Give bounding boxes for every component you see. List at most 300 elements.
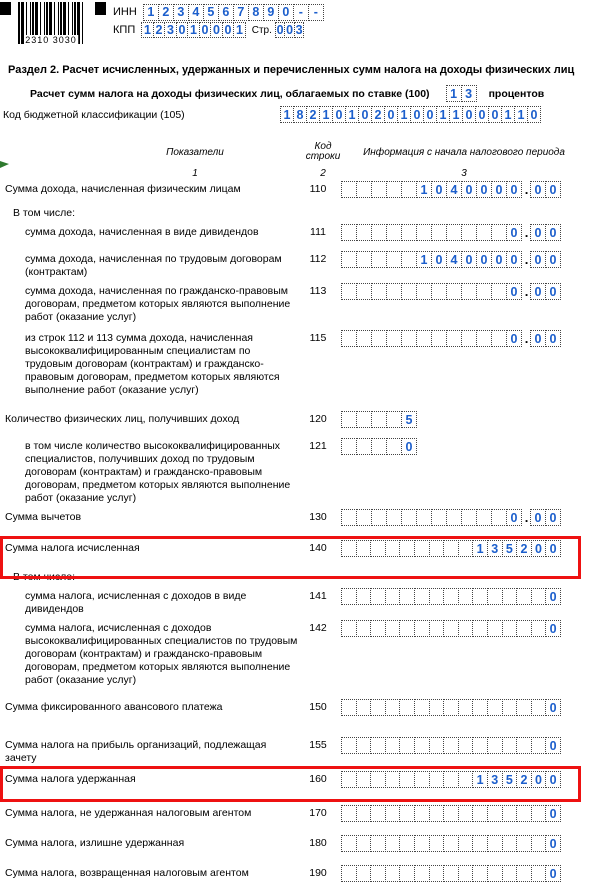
digit-cell[interactable] [461, 330, 477, 347]
digit-cell[interactable] [341, 620, 357, 637]
digit-cell[interactable] [502, 699, 518, 716]
digit-cells[interactable] [341, 251, 561, 268]
digit-cells[interactable] [341, 835, 561, 852]
digit-cell[interactable] [386, 251, 402, 268]
digit-cell[interactable]: 2 [153, 22, 166, 38]
digit-cell[interactable]: 0 [410, 106, 424, 123]
digit-cell[interactable]: 1 [446, 85, 462, 102]
digit-cell[interactable] [371, 181, 387, 198]
digit-cell[interactable]: 0 [545, 699, 561, 716]
digit-cell[interactable] [386, 181, 402, 198]
digit-cell[interactable] [399, 805, 415, 822]
digit-cell[interactable] [370, 835, 386, 852]
digit-cell[interactable] [516, 588, 532, 605]
digit-cell[interactable] [341, 251, 357, 268]
digit-cell[interactable] [385, 835, 401, 852]
digit-cell[interactable] [356, 699, 372, 716]
digit-cell[interactable] [399, 588, 415, 605]
digit-cell[interactable] [356, 737, 372, 754]
digit-cell[interactable]: 0 [545, 224, 561, 241]
digit-cells[interactable] [341, 771, 561, 788]
digit-cell[interactable]: 0 [545, 509, 561, 526]
digit-cell[interactable] [356, 224, 372, 241]
digit-cell[interactable] [385, 620, 401, 637]
digit-cell[interactable]: 1 [472, 771, 488, 788]
digit-cell[interactable] [414, 865, 430, 882]
digit-cell[interactable]: 1 [143, 4, 159, 21]
digit-cell[interactable] [429, 699, 445, 716]
digit-cell[interactable] [416, 330, 432, 347]
digit-cell[interactable] [416, 224, 432, 241]
digit-cell[interactable] [502, 620, 518, 637]
digit-cell[interactable]: 4 [446, 181, 462, 198]
digit-cell[interactable]: 0 [545, 330, 561, 347]
digit-cell[interactable] [370, 805, 386, 822]
digit-cell[interactable]: 0 [545, 805, 561, 822]
digit-cell[interactable] [461, 283, 477, 300]
digit-cell[interactable]: 1 [472, 540, 488, 557]
digit-cell[interactable] [341, 805, 357, 822]
digit-cell[interactable] [472, 737, 488, 754]
kpp-field[interactable] [141, 21, 246, 39]
digit-cell[interactable]: 1 [416, 181, 432, 198]
digit-cell[interactable] [443, 588, 459, 605]
digit-cell[interactable] [458, 699, 474, 716]
digit-cell[interactable] [399, 737, 415, 754]
digit-cell[interactable] [416, 283, 432, 300]
digit-cell[interactable] [385, 540, 401, 557]
digit-cell[interactable] [401, 251, 417, 268]
digit-cell[interactable] [386, 438, 402, 455]
digit-cell[interactable]: 2 [158, 4, 174, 21]
digit-cells[interactable] [341, 438, 417, 455]
digit-cell[interactable]: 0 [530, 181, 546, 198]
digit-cells[interactable] [280, 106, 541, 123]
digit-cell[interactable]: 0 [176, 22, 189, 38]
digit-cells[interactable] [341, 540, 561, 557]
digit-cell[interactable] [516, 835, 532, 852]
digit-cell[interactable] [461, 224, 477, 241]
digit-cell[interactable] [458, 771, 474, 788]
digit-cell[interactable] [491, 224, 507, 241]
digit-cell[interactable] [476, 330, 492, 347]
digit-cell[interactable]: 0 [423, 106, 437, 123]
digit-cell[interactable] [341, 181, 357, 198]
digit-cell[interactable]: 3 [295, 23, 303, 37]
digit-cell[interactable]: 0 [545, 771, 561, 788]
digit-cell[interactable] [443, 865, 459, 882]
digit-cell[interactable]: 0 [545, 865, 561, 882]
digit-cell[interactable] [399, 865, 415, 882]
digit-cell[interactable] [472, 620, 488, 637]
digit-cell[interactable] [443, 620, 459, 637]
digit-cell[interactable] [487, 835, 503, 852]
digit-cell[interactable] [443, 805, 459, 822]
digit-cell[interactable] [370, 699, 386, 716]
digit-cell[interactable] [491, 509, 507, 526]
digit-cell[interactable]: 0 [545, 835, 561, 852]
digit-cell[interactable] [385, 737, 401, 754]
digit-cell[interactable] [458, 588, 474, 605]
digit-cell[interactable]: 0 [358, 106, 372, 123]
digit-cell[interactable] [429, 620, 445, 637]
digit-cells[interactable] [341, 737, 561, 754]
digit-cell[interactable] [385, 805, 401, 822]
digit-cell[interactable]: 0 [475, 106, 489, 123]
digit-cell[interactable] [516, 699, 532, 716]
digit-cell[interactable] [341, 588, 357, 605]
digit-cell[interactable]: 0 [506, 181, 522, 198]
digit-cell[interactable] [472, 588, 488, 605]
digit-cell[interactable] [431, 283, 447, 300]
digit-cell[interactable]: 0 [491, 181, 507, 198]
digit-cell[interactable]: - [308, 4, 324, 21]
digit-cell[interactable]: 0 [530, 509, 546, 526]
digit-cell[interactable]: 0 [531, 540, 547, 557]
digit-cell[interactable] [531, 805, 547, 822]
digit-cell[interactable] [476, 509, 492, 526]
digit-cell[interactable] [431, 330, 447, 347]
digit-cell[interactable]: 0 [530, 251, 546, 268]
digit-cell[interactable] [414, 588, 430, 605]
digit-cell[interactable] [399, 699, 415, 716]
digit-cell[interactable]: 0 [545, 737, 561, 754]
tax-rate-field[interactable] [446, 85, 477, 102]
digit-cell[interactable] [341, 540, 357, 557]
digit-cells[interactable] [341, 411, 417, 428]
digit-cell[interactable]: 9 [263, 4, 279, 21]
digit-cell[interactable] [370, 771, 386, 788]
digit-cell[interactable] [476, 224, 492, 241]
digit-cell[interactable] [502, 835, 518, 852]
digit-cell[interactable] [356, 835, 372, 852]
digit-cell[interactable]: 5 [502, 540, 518, 557]
digit-cell[interactable]: 1 [233, 22, 246, 38]
digit-cell[interactable] [458, 865, 474, 882]
digit-cell[interactable] [429, 835, 445, 852]
digit-cell[interactable] [341, 835, 357, 852]
digit-cells[interactable] [341, 509, 561, 526]
digit-cells[interactable] [446, 85, 477, 102]
digit-cell[interactable] [341, 411, 357, 428]
digit-cell[interactable] [458, 620, 474, 637]
digit-cell[interactable]: 0 [506, 224, 522, 241]
digit-cell[interactable]: 6 [218, 4, 234, 21]
digit-cell[interactable] [472, 699, 488, 716]
digit-cell[interactable] [458, 737, 474, 754]
digit-cell[interactable]: 0 [530, 283, 546, 300]
digit-cell[interactable] [431, 224, 447, 241]
digit-cell[interactable] [341, 438, 357, 455]
digit-cell[interactable]: 0 [527, 106, 541, 123]
digit-cell[interactable] [371, 411, 387, 428]
digit-cell[interactable] [414, 699, 430, 716]
digit-cell[interactable] [487, 805, 503, 822]
digit-cell[interactable]: 3 [164, 22, 177, 38]
digit-cell[interactable]: 0 [545, 588, 561, 605]
digit-cells[interactable] [141, 22, 246, 38]
digit-cell[interactable]: 1 [397, 106, 411, 123]
digit-cell[interactable]: 8 [293, 106, 307, 123]
digit-cell[interactable]: 2 [516, 540, 532, 557]
digit-cell[interactable]: 2 [371, 106, 385, 123]
digit-cell[interactable]: 0 [210, 22, 223, 38]
digit-cell[interactable] [491, 330, 507, 347]
digit-cell[interactable]: 0 [488, 106, 502, 123]
digit-cell[interactable] [516, 865, 532, 882]
digit-cell[interactable] [341, 330, 357, 347]
digit-cell[interactable] [531, 835, 547, 852]
digit-cell[interactable] [414, 620, 430, 637]
digit-cell[interactable] [531, 588, 547, 605]
digit-cells[interactable] [341, 181, 561, 198]
digit-cell[interactable] [429, 737, 445, 754]
digit-cell[interactable] [385, 771, 401, 788]
digit-cell[interactable] [429, 865, 445, 882]
digit-cell[interactable]: 0 [476, 181, 492, 198]
digit-cell[interactable] [401, 330, 417, 347]
digit-cell[interactable]: 0 [545, 181, 561, 198]
digit-cell[interactable] [431, 509, 447, 526]
digit-cell[interactable] [386, 411, 402, 428]
digit-cells[interactable] [341, 330, 561, 347]
digit-cell[interactable]: 0 [332, 106, 346, 123]
digit-cell[interactable] [443, 771, 459, 788]
digit-cell[interactable] [370, 737, 386, 754]
digit-cell[interactable] [370, 588, 386, 605]
digit-cells[interactable] [341, 283, 561, 300]
digit-cell[interactable] [356, 620, 372, 637]
digit-cell[interactable] [341, 865, 357, 882]
digit-cell[interactable] [399, 620, 415, 637]
digit-cell[interactable]: 8 [248, 4, 264, 21]
digit-cell[interactable]: 0 [384, 106, 398, 123]
digit-cell[interactable] [414, 737, 430, 754]
digit-cell[interactable]: 4 [188, 4, 204, 21]
digit-cell[interactable] [386, 330, 402, 347]
digit-cell[interactable] [356, 865, 372, 882]
digit-cell[interactable]: 0 [286, 23, 294, 37]
digit-cell[interactable] [502, 805, 518, 822]
digit-cell[interactable] [446, 283, 462, 300]
digit-cell[interactable] [414, 805, 430, 822]
digit-cell[interactable]: 1 [416, 251, 432, 268]
digit-cell[interactable]: - [293, 4, 309, 21]
digit-cell[interactable] [370, 865, 386, 882]
digit-cell[interactable] [356, 283, 372, 300]
digit-cell[interactable] [502, 588, 518, 605]
digit-cell[interactable]: 1 [187, 22, 200, 38]
digit-cell[interactable]: 0 [545, 620, 561, 637]
digit-cell[interactable] [487, 588, 503, 605]
digit-cells[interactable] [341, 224, 561, 241]
digit-cell[interactable] [446, 224, 462, 241]
digit-cell[interactable] [356, 540, 372, 557]
digit-cells[interactable] [275, 22, 305, 38]
digit-cell[interactable] [386, 224, 402, 241]
digit-cell[interactable] [385, 865, 401, 882]
digit-cell[interactable]: 3 [461, 85, 477, 102]
digit-cell[interactable]: 1 [449, 106, 463, 123]
digit-cells[interactable] [341, 865, 561, 882]
digit-cell[interactable]: 3 [173, 4, 189, 21]
digit-cell[interactable]: 0 [431, 181, 447, 198]
digit-cell[interactable] [371, 224, 387, 241]
digit-cell[interactable] [370, 620, 386, 637]
digit-cell[interactable] [472, 805, 488, 822]
digit-cell[interactable]: 5 [203, 4, 219, 21]
digit-cell[interactable] [386, 283, 402, 300]
digit-cell[interactable]: 4 [446, 251, 462, 268]
digit-cell[interactable] [414, 835, 430, 852]
digit-cell[interactable] [446, 509, 462, 526]
digit-cell[interactable]: 1 [280, 106, 294, 123]
digit-cell[interactable]: 1 [514, 106, 528, 123]
digit-cell[interactable]: 1 [345, 106, 359, 123]
digit-cell[interactable] [458, 540, 474, 557]
digit-cell[interactable]: 2 [516, 771, 532, 788]
digit-cell[interactable]: 7 [233, 4, 249, 21]
digit-cell[interactable] [443, 699, 459, 716]
digit-cell[interactable] [443, 835, 459, 852]
digit-cell[interactable] [446, 330, 462, 347]
digit-cell[interactable] [429, 771, 445, 788]
digit-cell[interactable] [487, 737, 503, 754]
digit-cell[interactable] [356, 771, 372, 788]
kbk-field[interactable] [280, 106, 541, 123]
digit-cell[interactable] [371, 438, 387, 455]
page-number-field[interactable] [275, 21, 305, 39]
digit-cell[interactable] [472, 865, 488, 882]
digit-cell[interactable]: 1 [319, 106, 333, 123]
digit-cell[interactable] [516, 620, 532, 637]
digit-cell[interactable] [341, 737, 357, 754]
digit-cell[interactable] [385, 699, 401, 716]
digit-cell[interactable] [531, 865, 547, 882]
digit-cell[interactable] [414, 540, 430, 557]
digit-cell[interactable]: 3 [487, 771, 503, 788]
digit-cell[interactable] [386, 509, 402, 526]
digit-cell[interactable]: 5 [502, 771, 518, 788]
digit-cell[interactable] [356, 181, 372, 198]
digit-cell[interactable]: 0 [431, 251, 447, 268]
digit-cell[interactable]: 0 [506, 509, 522, 526]
digit-cell[interactable] [401, 181, 417, 198]
digit-cell[interactable]: 3 [487, 540, 503, 557]
digit-cell[interactable] [458, 835, 474, 852]
digit-cell[interactable] [356, 509, 372, 526]
digit-cells[interactable] [341, 699, 561, 716]
digit-cell[interactable] [341, 771, 357, 788]
digit-cells[interactable] [341, 588, 561, 605]
digit-cell[interactable]: 0 [506, 283, 522, 300]
digit-cell[interactable] [341, 699, 357, 716]
digit-cell[interactable] [414, 771, 430, 788]
digit-cell[interactable]: 0 [545, 251, 561, 268]
digit-cell[interactable] [356, 805, 372, 822]
digit-cell[interactable] [399, 835, 415, 852]
digit-cell[interactable]: 5 [401, 411, 417, 428]
digit-cell[interactable] [487, 865, 503, 882]
digit-cell[interactable]: 2 [306, 106, 320, 123]
digit-cell[interactable] [385, 588, 401, 605]
digit-cells[interactable] [143, 4, 324, 21]
digit-cell[interactable] [429, 588, 445, 605]
digit-cell[interactable]: 0 [462, 106, 476, 123]
digit-cell[interactable]: 0 [530, 330, 546, 347]
digit-cell[interactable] [341, 224, 357, 241]
digit-cell[interactable]: 0 [545, 283, 561, 300]
digit-cell[interactable] [429, 540, 445, 557]
digit-cell[interactable] [356, 411, 372, 428]
digit-cell[interactable]: 1 [436, 106, 450, 123]
digit-cell[interactable]: 1 [501, 106, 515, 123]
digit-cell[interactable] [356, 330, 372, 347]
digit-cell[interactable] [399, 771, 415, 788]
digit-cell[interactable]: 0 [545, 540, 561, 557]
digit-cell[interactable]: 0 [530, 224, 546, 241]
digit-cell[interactable] [401, 509, 417, 526]
digit-cell[interactable] [401, 224, 417, 241]
digit-cell[interactable] [356, 588, 372, 605]
digit-cell[interactable] [370, 540, 386, 557]
digit-cell[interactable] [356, 438, 372, 455]
digit-cell[interactable]: 0 [276, 23, 284, 37]
digit-cell[interactable] [472, 835, 488, 852]
digit-cell[interactable]: 0 [199, 22, 212, 38]
digit-cell[interactable] [356, 251, 372, 268]
digit-cell[interactable] [401, 283, 417, 300]
digit-cell[interactable] [502, 737, 518, 754]
digit-cell[interactable]: 0 [461, 181, 477, 198]
digit-cell[interactable]: 0 [401, 438, 417, 455]
digit-cell[interactable]: 0 [506, 251, 522, 268]
digit-cells[interactable] [341, 620, 561, 637]
digit-cell[interactable] [371, 283, 387, 300]
digit-cell[interactable] [429, 805, 445, 822]
digit-cell[interactable]: 0 [491, 251, 507, 268]
digit-cell[interactable] [516, 737, 532, 754]
digit-cell[interactable]: 1 [141, 22, 154, 38]
digit-cell[interactable] [487, 620, 503, 637]
digit-cell[interactable] [516, 805, 532, 822]
digit-cell[interactable]: 0 [476, 251, 492, 268]
digit-cell[interactable] [531, 699, 547, 716]
digit-cell[interactable] [371, 330, 387, 347]
digit-cell[interactable] [399, 540, 415, 557]
digit-cell[interactable] [341, 283, 357, 300]
digit-cell[interactable]: 0 [222, 22, 235, 38]
digit-cell[interactable] [487, 699, 503, 716]
digit-cell[interactable] [416, 509, 432, 526]
digit-cell[interactable] [371, 251, 387, 268]
digit-cell[interactable] [341, 509, 357, 526]
digit-cell[interactable]: 0 [278, 4, 294, 21]
digit-cell[interactable] [461, 509, 477, 526]
digit-cell[interactable] [443, 737, 459, 754]
digit-cells[interactable] [341, 805, 561, 822]
digit-cell[interactable]: 0 [461, 251, 477, 268]
digit-cell[interactable] [491, 283, 507, 300]
digit-cell[interactable] [458, 805, 474, 822]
inn-field[interactable] [143, 3, 324, 21]
digit-cell[interactable] [531, 737, 547, 754]
digit-cell[interactable] [371, 509, 387, 526]
digit-cell[interactable]: 0 [531, 771, 547, 788]
digit-cell[interactable]: 0 [506, 330, 522, 347]
digit-cell[interactable] [443, 540, 459, 557]
digit-cell[interactable] [476, 283, 492, 300]
